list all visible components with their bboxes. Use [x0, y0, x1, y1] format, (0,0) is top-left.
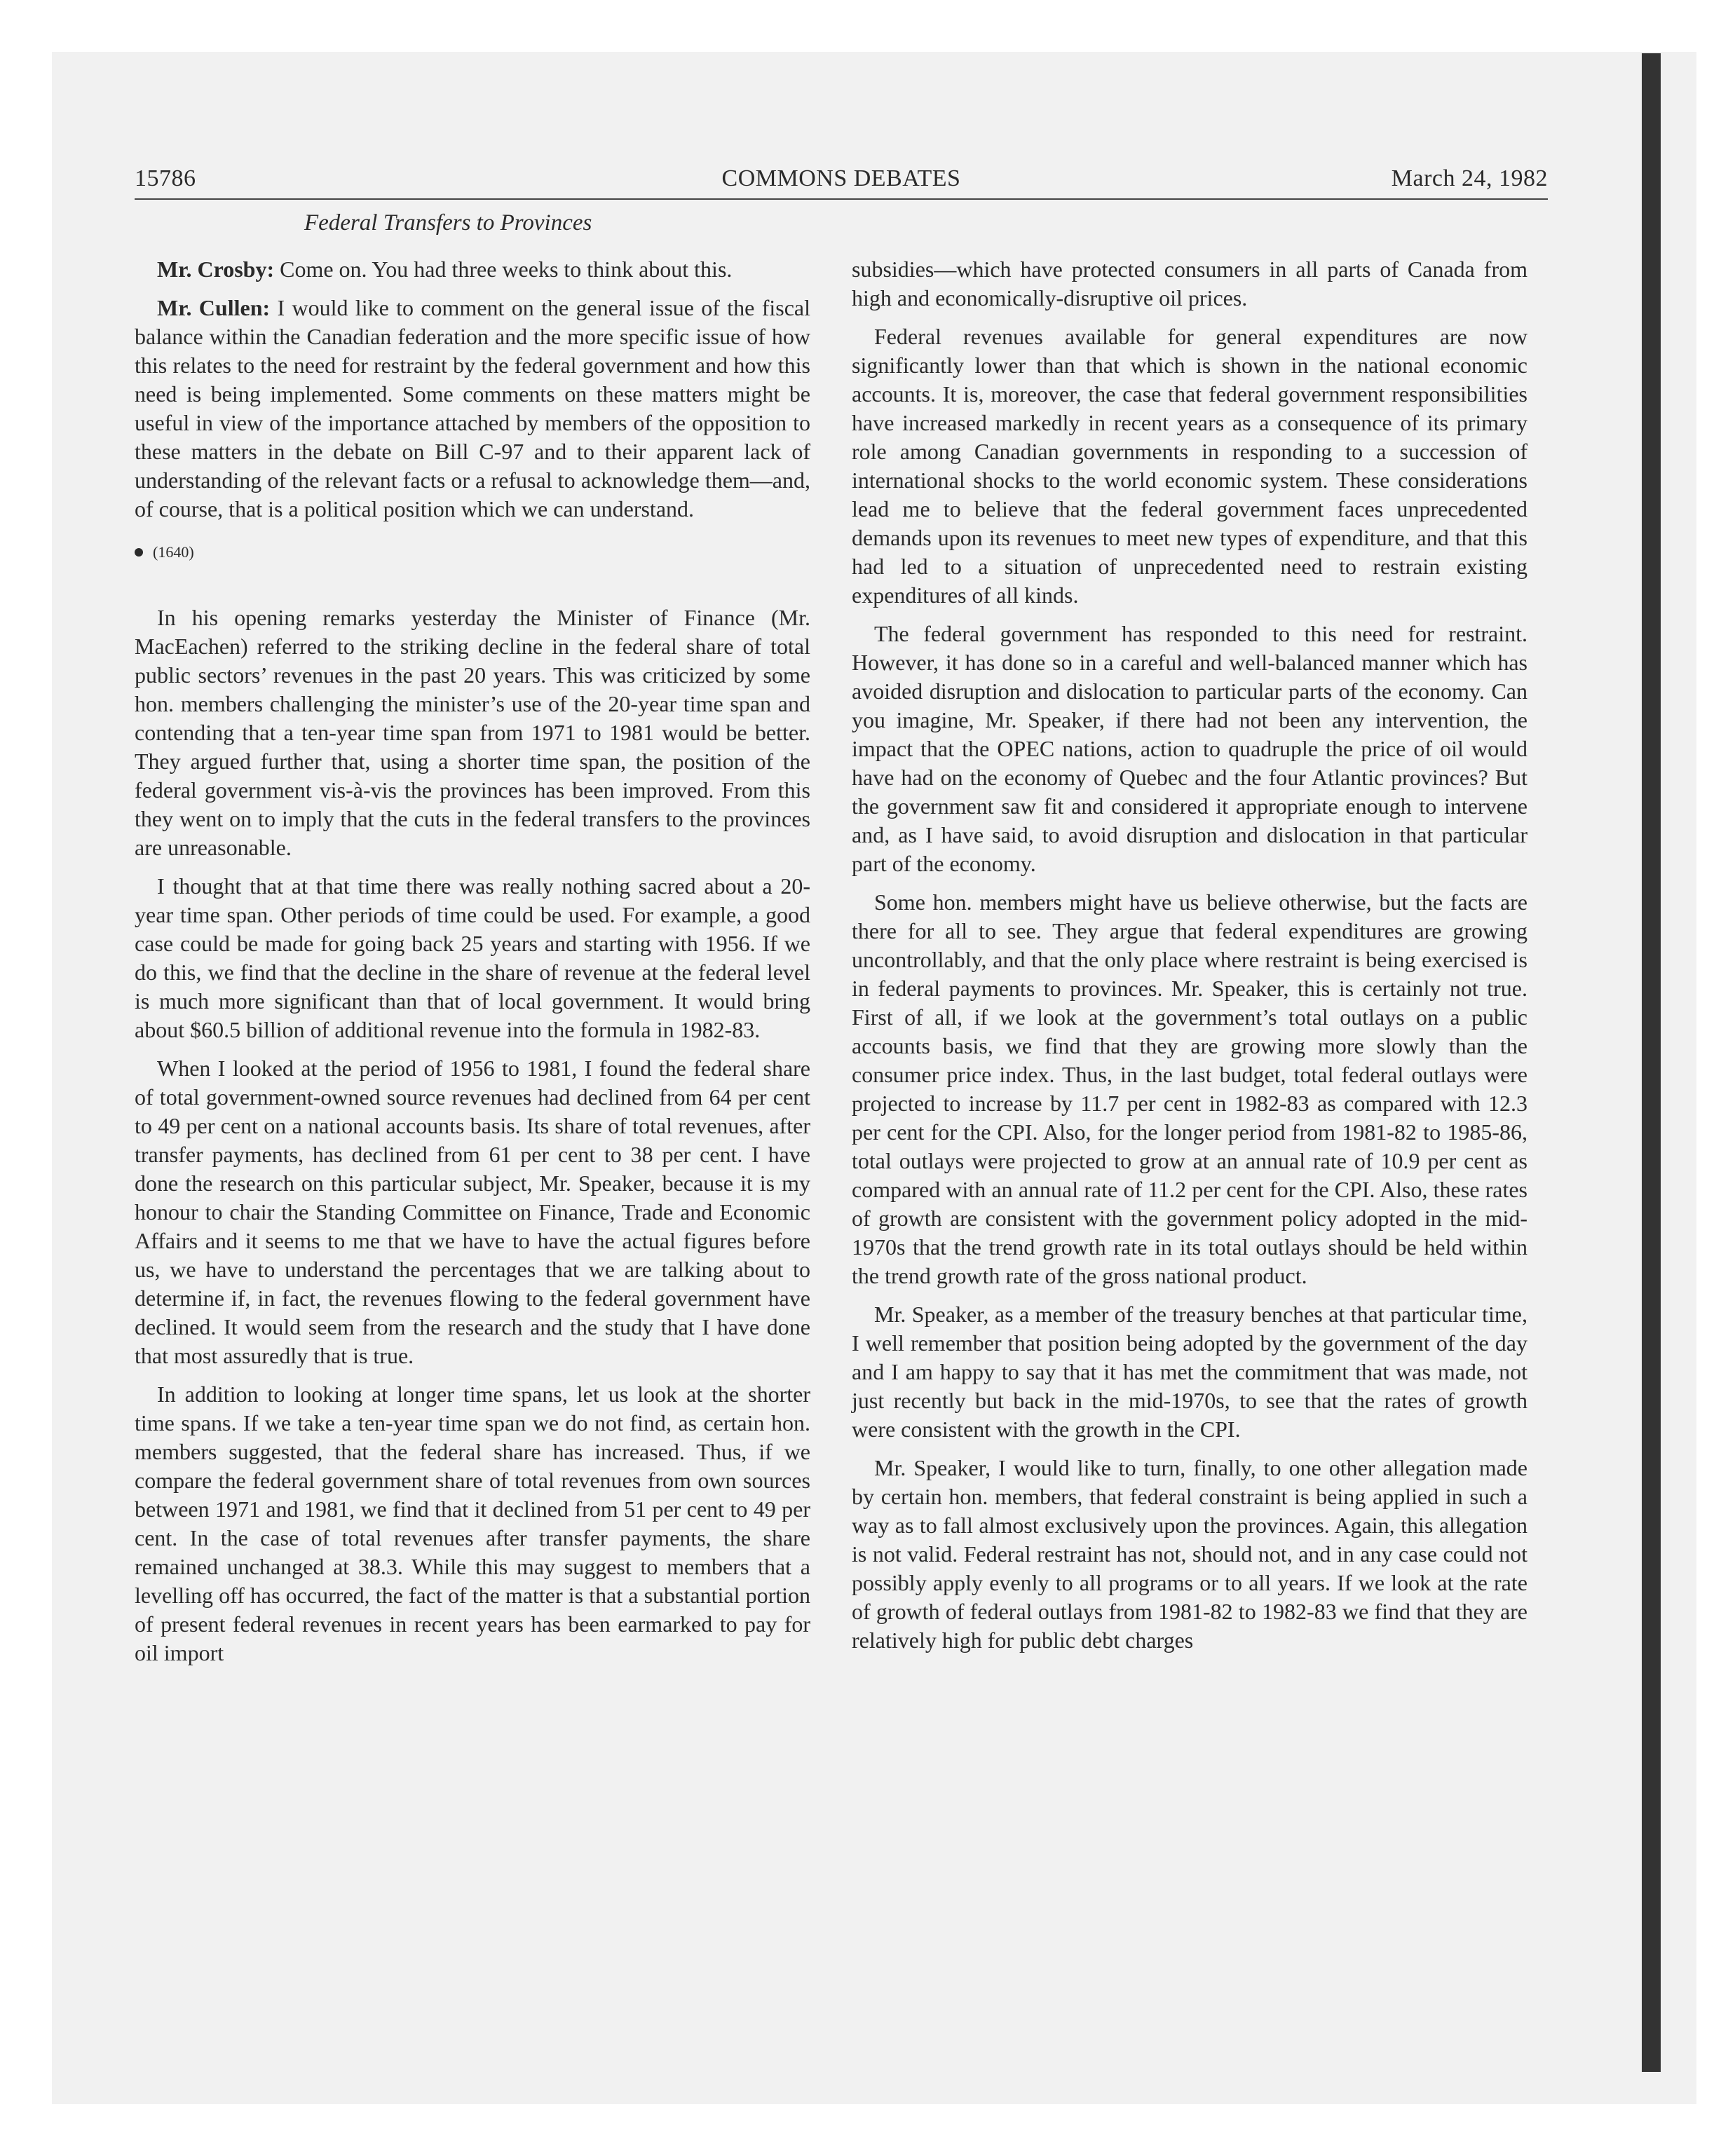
paragraph: Some hon. members might have us believe otherwise, but the facts are there for all to see. They argue that federal expenditures are growing uncontrollably, and that the only place where restraint is being exercised is in federal payments to provinces. Mr. Speaker, this is certainly not true. First of all, if we look at the government’s total outlays on a public accounts basis, we find that they are growing more slowly than the consumer price index. Thus, in the last budget, total federal outlays were projected to increase by 11.7 per cent in 1982-83 as compared with 12.3 per cent for the CPI. Also, for the longer period from 1981-82 to 1985-86, total outlays were projected to grow at an annual rate of 10.9 per cent as compared with an annual rate of 11.2 per cent for the CPI. Also, these rates of growth are consistent with the government policy adopted in the mid-1970s that the trend growth rate in its total outlays should be held within the trend growth rate of the gross national product. — [852, 889, 1528, 1288]
paragraph: Federal revenues available for general expenditures are now significantly lower than that which is shown in the national economic accounts. It is, moreover, the case that federal government responsibilities have increased markedly in recent years as a consequence of its primary role among Canadian governments in responding to a succession of international shocks to the world economic system. These considerations lead me to believe that the federal government faces unprecedented demands upon its revenues to meet new types of expenditure, and that this had led to a situation of unprecedented need to restrain existing expenditures of all kinds. — [852, 324, 1528, 608]
page-number: 15786 — [135, 165, 196, 191]
speaker-name: Mr. Crosby: — [157, 257, 275, 282]
paragraph: The federal government has responded to this need for restraint. However, it has done so in a careful and well-balanced manner which has avoided disruption and dislocation to particular parts of the economy. Can you imagine, Mr. Speaker, if there had not been any intervention, the impact that the OPEC nations, action to quadruple the price of oil would have had on the economy of Quebec and the four Atlantic provinces? But the government saw fit and considered it appropriate enough to intervene and, as I have said, to avoid disruption and dislocation in that particular part of the economy. — [852, 621, 1528, 876]
header-rule — [135, 198, 1548, 200]
time-marker — [135, 542, 810, 563]
speaker-name: Mr. Cullen: — [157, 295, 271, 320]
left-column — [135, 255, 810, 1677]
timestamp-text: (1640) — [153, 543, 194, 561]
publication-title: COMMONS DEBATES — [721, 165, 961, 191]
paragraph: Mr. Speaker, as a member of the treasury benches at that particular time, I well remember that position being adopted by the government of the day and I am happy to say that it has met the commitment that was made, not just recently but back in the mid-1970s, to see that the rates of growth were consistent with the growth in the CPI. — [852, 1302, 1528, 1442]
header-date: March 24, 1982 — [1391, 165, 1548, 191]
bullet-icon — [135, 548, 143, 557]
scan-edge-bar — [1642, 53, 1661, 2072]
paragraph: In addition to looking at longer time spans, let us look at the shorter time spans. If we take a ten-year time span we do not find, as certain hon. members suggested, that the federal share has increased. Thus, if we compare the federal government share of total revenues from own sources between 1971 and 1981, we find that it declined from 51 per cent to 49 per cent. In the case of total revenues after transfer payments, the share remained unchanged at 38.3. While this may suggest to members that a levelling off has occurred, the fact of the matter is that a substantial portion of present federal revenues in recent years has been earmarked to pay for oil import — [135, 1381, 810, 1665]
paragraph — [135, 294, 810, 524]
paragraph — [135, 255, 810, 284]
section-heading: Federal Transfers to Provinces — [304, 210, 592, 236]
paragraph-text: I would like to comment on the general issue of the fiscal balance within the Canadian federation and the more specific issue of how this relates to the need for restraint by the federal government and how this need is being implemented. Some comments on these matters might be useful in view of the importance attached by members of the opposition to these matters in the debate on Bill C-97 and to their apparent lack of understanding of the relevant facts or a refusal to acknowledge them—and, of course, that is a political position which we can understand. — [135, 295, 811, 521]
paragraph-text: Come on. You had three weeks to think about this. — [274, 257, 733, 282]
paragraph: In his opening remarks yesterday the Minister of Finance (Mr. MacEachen) referred to the striking decline in the federal share of total public sectors’ revenues in the past 20 years. This was criticized by some hon. members challenging the minister’s use of the 20-year time span and contending that a ten-year time span from 1971 to 1981 would be better. They argued further that, using a shorter time span, the position of the federal government vis-à-vis the provinces has been improved. From this they went on to imply that the cuts in the federal transfers to the provinces are unreasonable. — [135, 605, 810, 860]
right-column — [852, 255, 1528, 1665]
paragraph: subsidies—which have protected consumers in all parts of Canada from high and economically-disruptive oil prices. — [852, 257, 1528, 311]
page-header — [135, 165, 1548, 202]
paragraph: I thought that at that time there was really nothing sacred about a 20-year time span. Other periods of time could be used. For example, a good case could be made for going back 25 years and starting with 1956. If we do this, we find that the decline in the share of revenue at the federal level is much more significant than that of local government. It would bring about $60.5 billion of additional revenue into the formula in 1982-83. — [135, 873, 810, 1042]
paragraph: When I looked at the period of 1956 to 1981, I found the federal share of total government-owned source revenues had declined from 64 per cent to 49 per cent on a national accounts basis. Its share of total revenues, after transfer payments, has declined from 61 per cent to 38 per cent. I have done the research on this particular subject, Mr. Speaker, because it is my honour to chair the Standing Committee on Finance, Trade and Economic Affairs and it seems to me that we have to have the actual figures before us, we have to understand the percentages that we are talking about to determine if, in fact, the revenues flowing to the federal government have declined. It would seem from the research and the study that I have done that most assuredly that is true. — [135, 1056, 810, 1368]
paragraph: Mr. Speaker, I would like to turn, finally, to one other allegation made by certain hon. members, that federal constraint is being applied in such a way as to fall almost exclusively upon the provinces. Again, this allegation is not valid. Federal restraint has not, should not, and in any case could not possibly apply evenly to all programs or to all years. If we look at the rate of growth of federal outlays from 1981-82 to 1982-83 we find that they are relatively high for public debt charges — [852, 1455, 1528, 1653]
